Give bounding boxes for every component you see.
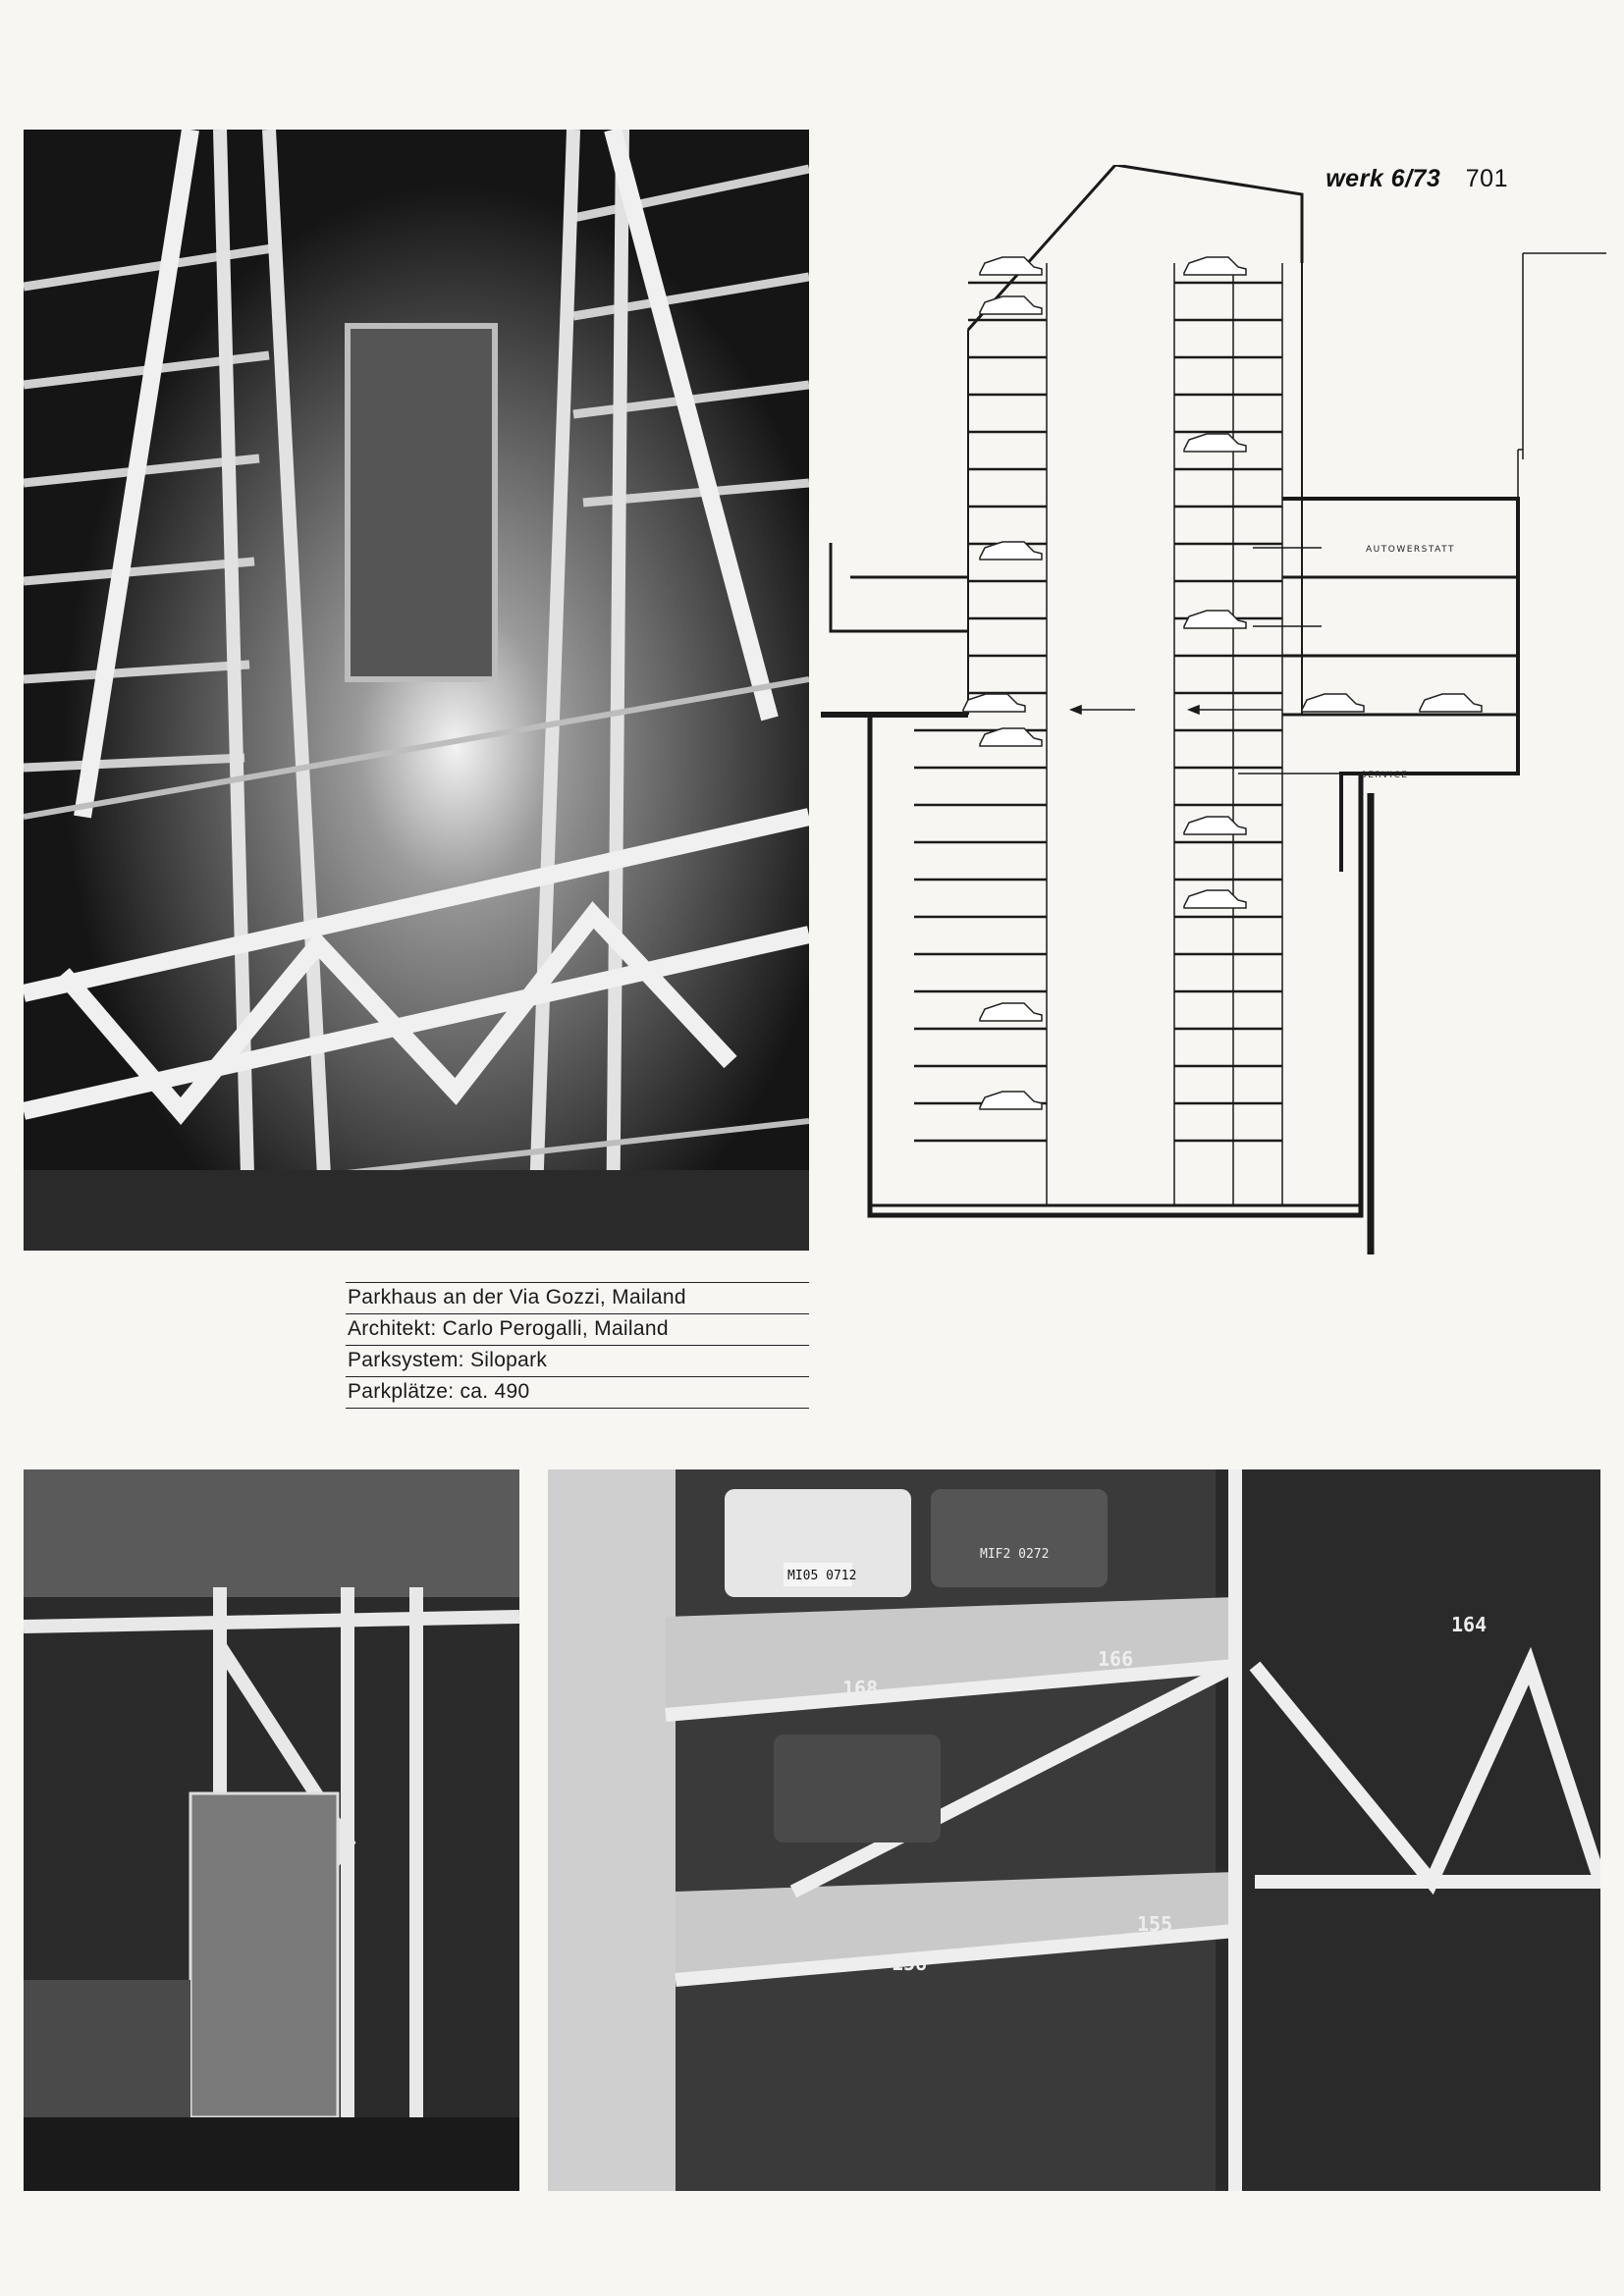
caption-parking-system: Parksystem: Silopark bbox=[346, 1346, 809, 1377]
car-silhouette bbox=[980, 1092, 1042, 1109]
bay-number-164: 164 bbox=[1451, 1613, 1488, 1636]
car-silhouette bbox=[1184, 434, 1246, 452]
car-silhouette bbox=[1420, 694, 1482, 712]
bay-number-155: 155 bbox=[1137, 1912, 1173, 1936]
car-silhouette bbox=[1302, 694, 1364, 712]
journal-issue: werk 6/73 bbox=[1326, 165, 1441, 192]
car-silhouette bbox=[1184, 257, 1246, 275]
car-silhouette bbox=[980, 1003, 1042, 1021]
car-silhouette bbox=[1184, 817, 1246, 834]
bay-number-168: 168 bbox=[842, 1677, 879, 1700]
label-workshop: AUTOWERSTATT bbox=[1366, 545, 1455, 555]
car-silhouette bbox=[1184, 611, 1246, 628]
caption-architect: Architekt: Carlo Perogalli, Mailand bbox=[346, 1314, 809, 1346]
bay-number-166: 166 bbox=[1098, 1647, 1134, 1671]
photo-lift-shaft bbox=[24, 130, 809, 1251]
photo-machinery bbox=[24, 1469, 519, 2191]
car-silhouette bbox=[963, 694, 1025, 712]
photo-parking-racks bbox=[548, 1469, 1600, 2191]
label-service: SERVICE bbox=[1361, 771, 1409, 780]
car-silhouette bbox=[980, 296, 1042, 314]
section-drawing bbox=[821, 165, 1606, 1274]
license-plate-1: MI05 0712 bbox=[787, 1569, 857, 1583]
bay-number-158: 158 bbox=[892, 1951, 928, 1975]
caption-parking-spaces: Parkplätze: ca. 490 bbox=[346, 1377, 809, 1409]
car-silhouette bbox=[1184, 890, 1246, 908]
caption-table bbox=[346, 1282, 809, 1409]
license-plate-2: MIF2 0272 bbox=[980, 1547, 1050, 1562]
caption-title: Parkhaus an der Via Gozzi, Mailand bbox=[346, 1283, 809, 1314]
page-number: 701 bbox=[1465, 165, 1508, 192]
